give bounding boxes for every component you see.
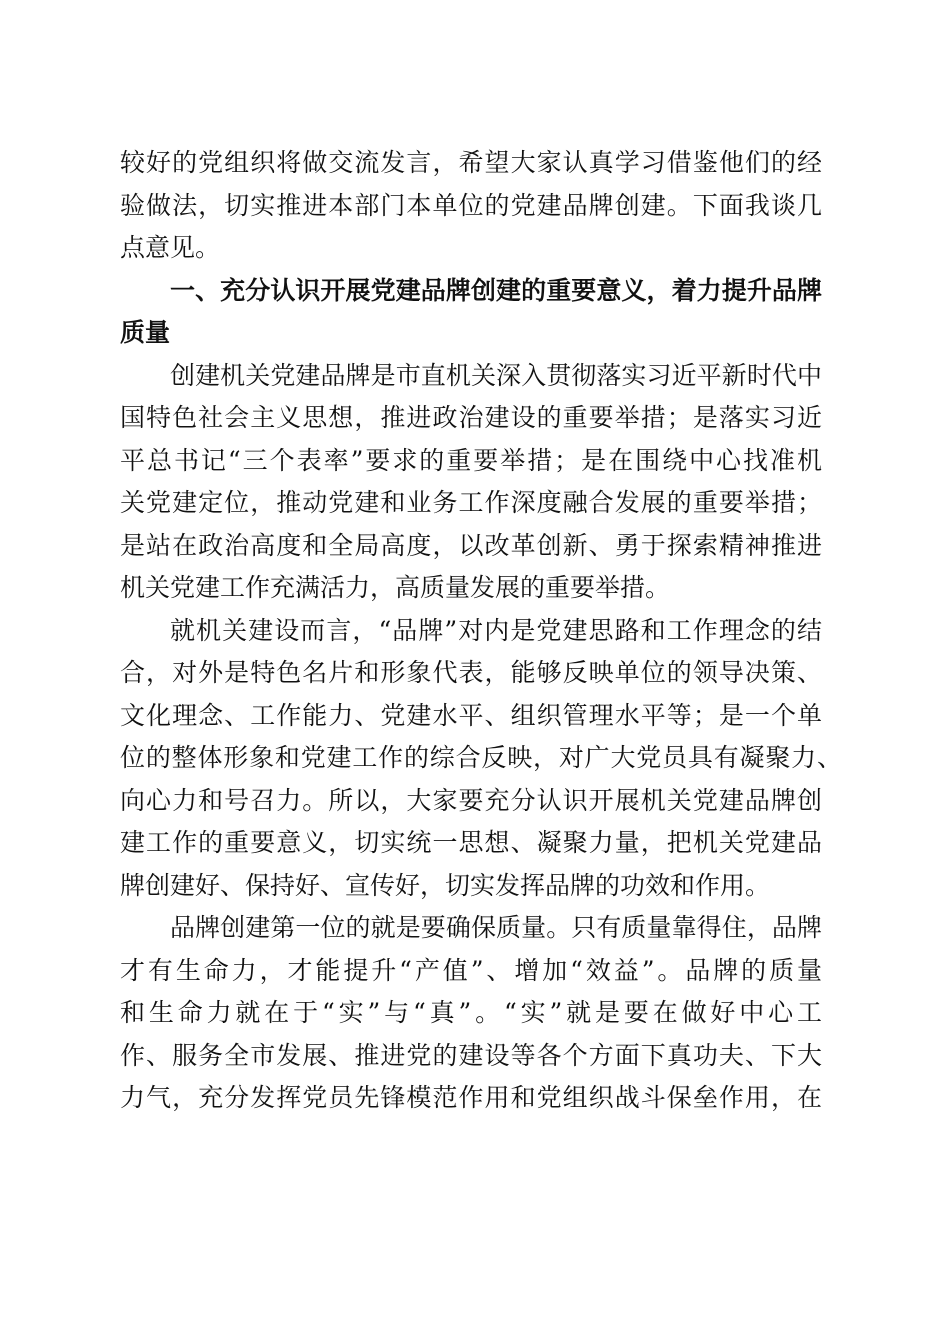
text-line: 关党建定位，推动党建和业务工作深度融合发展的重要举措； <box>120 488 822 517</box>
text-line: 建工作的重要意义，切实统一思想、凝聚力量，把机关党建品 <box>120 828 822 857</box>
text-line: 文化理念、工作能力、党建水平、组织管理水平等；是一个单 <box>120 700 822 730</box>
text-line: 向心力和号召力。所以，大家要充分认识开展机关党建品牌创 <box>120 785 822 815</box>
text-line: 品牌创建第一位的就是要确保质量。只有质量靠得住，品牌 <box>170 913 822 942</box>
text-line: 牌创建好、保持好、宣传好，切实发挥品牌的功效和作用。 <box>120 870 771 900</box>
text-line: 就机关建设而言，“品牌”对内是党建思路和工作理念的结 <box>170 615 822 645</box>
text-line: 验做法，切实推进本部门本单位的党建品牌创建。下面我谈几 <box>120 190 822 220</box>
text-line: 力气，充分发挥党员先锋模范作用和党组织战斗保垒作用，在 <box>120 1083 822 1112</box>
text-line: 位的整体形象和党建工作的综合反映，对广大党员具有凝聚力、 <box>120 743 842 772</box>
text-line: 平总书记“三个表率”要求的重要举措；是在围绕中心找准机 <box>120 445 822 475</box>
text-line: 较好的党组织将做交流发言，希望大家认真学习借鉴他们的经 <box>120 148 822 177</box>
text-line: 机关党建工作充满活力，高质量发展的重要举措。 <box>120 573 671 602</box>
heading-line: 一、充分认识开展党建品牌创建的重要意义，着力提升品牌 <box>170 275 822 305</box>
heading-line: 质量 <box>120 318 171 347</box>
text-line: 是站在政治高度和全局高度，以改革创新、勇于探索精神推进 <box>120 530 822 560</box>
text-line: 创建机关党建品牌是市直机关深入贯彻落实习近平新时代中 <box>170 360 822 390</box>
text-line: 才有生命力，才能提升“产值”、增加“效益”。品牌的质量 <box>120 955 822 985</box>
text-line: 和生命力就在于“实”与“真”。“实”就是要在做好中心工 <box>120 998 822 1027</box>
text-line: 点意见。 <box>120 233 221 262</box>
text-line: 国特色社会主义思想，推进政治建设的重要举措；是落实习近 <box>120 403 822 432</box>
text-line: 作、服务全市发展、推进党的建设等各个方面下真功夫、下大 <box>120 1040 822 1070</box>
text-line: 合，对外是特色名片和形象代表，能够反映单位的领导决策、 <box>120 658 822 687</box>
